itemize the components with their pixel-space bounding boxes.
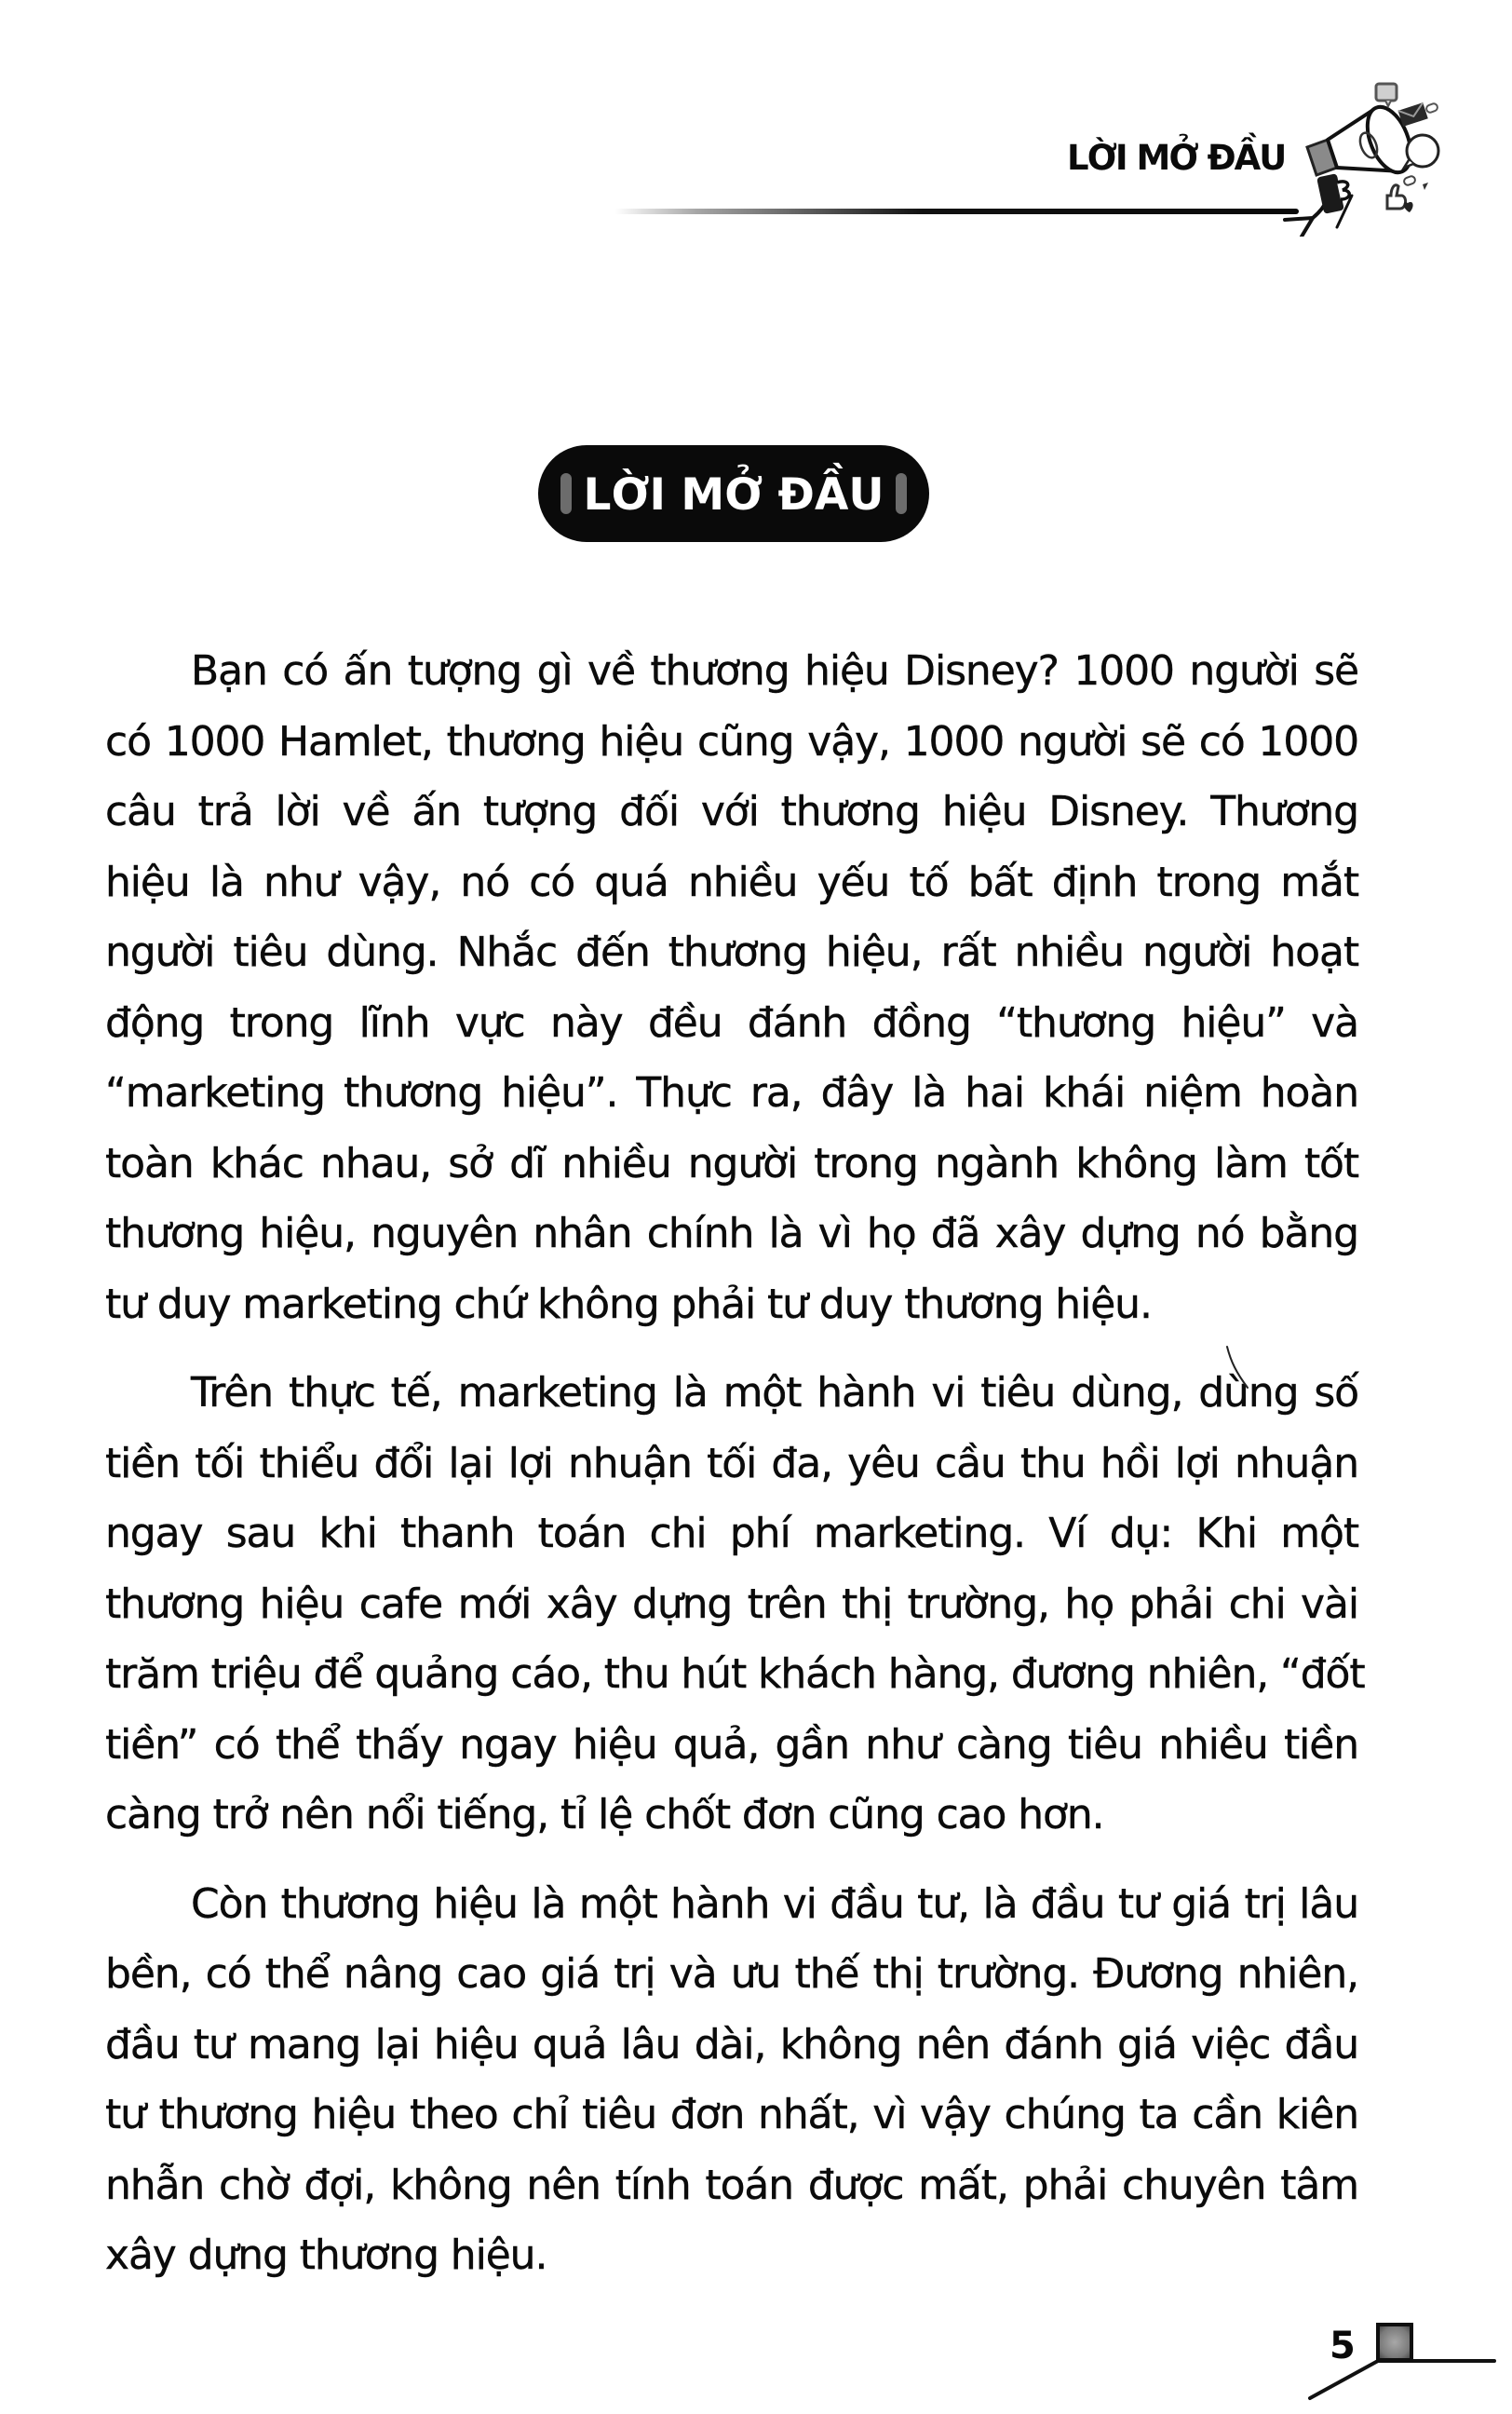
running-header bbox=[0, 0, 1512, 242]
text-line: động trong lĩnh vực này đều đánh đồng “thương hiệu” và bbox=[105, 998, 1358, 1047]
pill-left-cap bbox=[560, 473, 572, 514]
folio-square-icon bbox=[1376, 2323, 1413, 2362]
chapter-title-badge bbox=[538, 445, 929, 542]
running-header-title: LỜI MỞ ĐẦU bbox=[1067, 138, 1286, 178]
text-line: tiền tối thiểu đổi lại lợi nhuận tối đa, yêu cầu thu hồi lợi nhuận bbox=[105, 1439, 1358, 1487]
text-line: thương hiệu cafe mới xây dựng trên thị trường, họ phải chi vài bbox=[105, 1580, 1358, 1628]
text-line: hiệu là như vậy, nó có quá nhiều yếu tố bất định trong mắt bbox=[105, 858, 1358, 906]
text-line: tư duy marketing chứ không phải tư duy thương hiệu. bbox=[105, 1280, 1152, 1328]
text-line: tiền” có thể thấy ngay hiệu quả, gần như càng tiêu nhiều tiền bbox=[105, 1720, 1358, 1769]
text-line: người tiêu dùng. Nhắc đến thương hiệu, rất nhiều người hoạt bbox=[105, 929, 1358, 976]
text-line: “marketing thương hiệu”. Thực ra, đây là hai khái niệm hoàn bbox=[105, 1069, 1358, 1117]
page-folio bbox=[1294, 2310, 1512, 2414]
text-line: Bạn có ấn tượng gì về thương hiệu Disney? 1000 người sẽ bbox=[191, 647, 1358, 695]
chapter-title: LỜI MỞ ĐẦU bbox=[583, 469, 884, 521]
text-line: ngay sau khi thanh toán chi phí marketing. Ví dụ: Khi một bbox=[105, 1510, 1358, 1557]
text-line: bền, có thể nâng cao giá trị và ưu thế thị trường. Đương nhiên, bbox=[105, 1950, 1358, 1998]
text-line: trăm triệu để quảng cáo, thu hút khách hàng, đương nhiên, “đốt bbox=[105, 1650, 1365, 1698]
text-line: Trên thực tế, marketing là một hành vi tiêu dùng, dùng số bbox=[191, 1369, 1358, 1417]
text-line: tư thương hiệu theo chỉ tiêu đơn nhất, vì vậy chúng ta cần kiên bbox=[105, 2091, 1358, 2138]
text-line: câu trả lời về ấn tượng đối với thương hiệu Disney. Thương bbox=[105, 788, 1358, 835]
text-line: càng trở nên nổi tiếng, tỉ lệ chốt đơn cũng cao hơn. bbox=[105, 1791, 1104, 1838]
header-rule bbox=[614, 209, 1299, 214]
text-line: Còn thương hiệu là một hành vi đầu tư, là đầu tư giá trị lâu bbox=[191, 1879, 1358, 1928]
body-text bbox=[105, 636, 1365, 2310]
page-number: 5 bbox=[1330, 2325, 1356, 2367]
text-line: xây dựng thương hiệu. bbox=[105, 2231, 547, 2279]
text-line: đầu tư mang lại hiệu quả lâu dài, không nên đánh giá việc đầu bbox=[105, 2020, 1358, 2068]
paragraph-1 bbox=[105, 636, 1358, 1339]
paragraph-2 bbox=[105, 1358, 1365, 1851]
text-line: có 1000 Hamlet, thương hiệu cũng vậy, 1000 người sẽ có 1000 bbox=[105, 717, 1358, 766]
megaphone-icon bbox=[1283, 78, 1446, 237]
pill-right-cap bbox=[896, 473, 907, 514]
paragraph-3 bbox=[105, 1869, 1358, 2291]
pen-mark bbox=[1223, 1345, 1251, 1391]
text-line: toàn khác nhau, sở dĩ nhiều người trong ngành không làm tốt bbox=[105, 1139, 1358, 1187]
text-line: thương hiệu, nguyên nhân chính là vì họ đã xây dựng nó bằng bbox=[105, 1210, 1358, 1257]
text-line: nhẫn chờ đợi, không nên tính toán được mất, phải chuyên tâm bbox=[105, 2161, 1358, 2209]
